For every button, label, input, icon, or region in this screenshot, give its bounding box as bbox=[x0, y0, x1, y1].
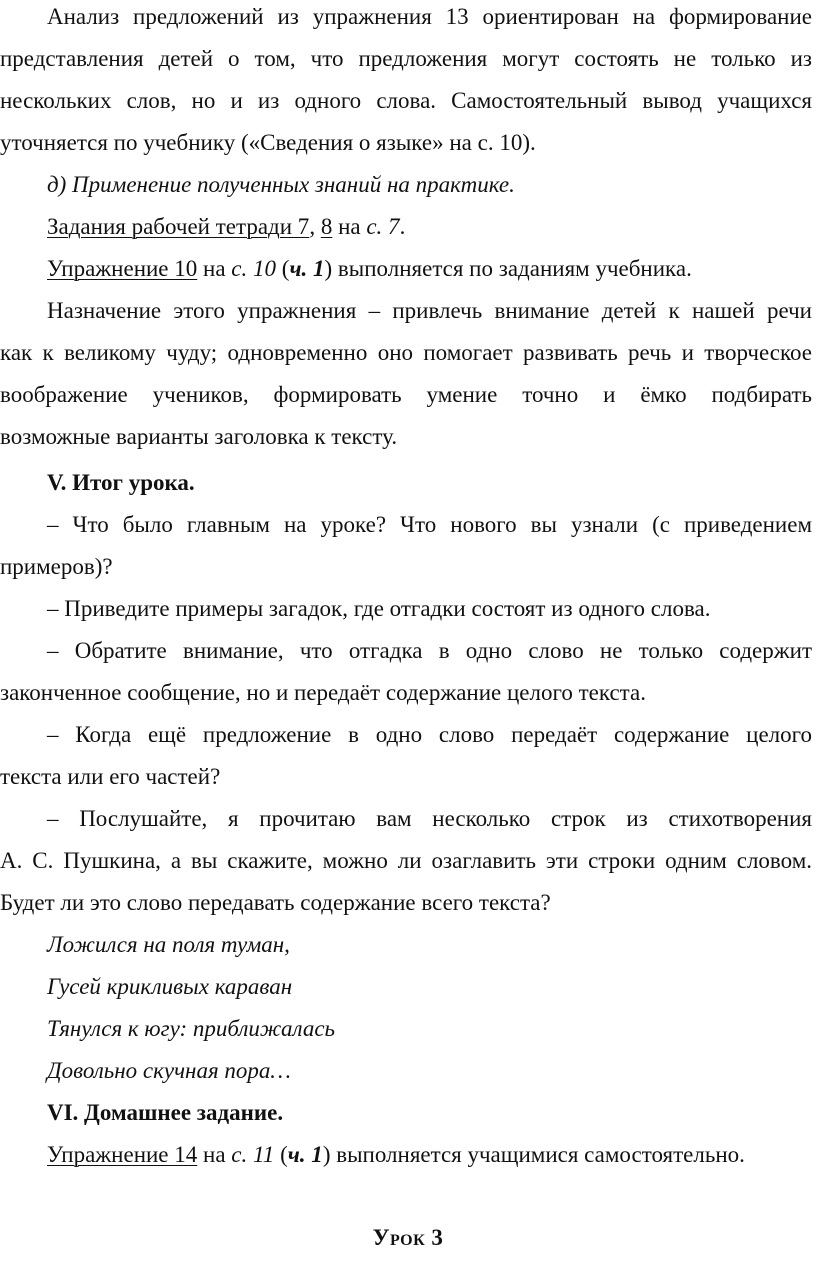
exercise-10-part: ч. 1 bbox=[289, 256, 325, 281]
exercise-10-link[interactable]: Упражнение 10 bbox=[47, 256, 198, 281]
paragraph-2-line-4: возможные варианты заголовка к тексту. bbox=[0, 424, 398, 449]
question-4-line-2: текста или его частей? bbox=[0, 764, 221, 789]
workbook-tasks-line bbox=[47, 206, 812, 248]
exercise-14-rest: ) выполняется учащимися самостоятельно. bbox=[322, 1142, 745, 1167]
paragraph-2-line-2: как к великому чуду; одновременно оно помогает развивать речь и творческое bbox=[0, 340, 812, 365]
question-1-line-1: – Что было главным на уроке? Что нового вы узнали (с приведением bbox=[47, 512, 812, 537]
paragraph-1-line-4: уточняется по учебнику («Сведения о языке» на с. 10). bbox=[0, 130, 536, 155]
paragraph-2-line-1: Назначение этого упражнения – привлечь внимание детей к нашей речи bbox=[47, 298, 812, 323]
lesson-title: Урок 3 bbox=[372, 1225, 444, 1250]
exercise-14-link[interactable]: Упражнение 14 bbox=[47, 1142, 198, 1167]
exercise-14-page: с. 11 bbox=[231, 1142, 275, 1167]
workbook-tasks-link[interactable]: Задания рабочей тетради 7 bbox=[47, 214, 310, 239]
exercise-14-part: ч. 1 bbox=[287, 1142, 323, 1167]
exercise-14-paren: ( bbox=[274, 1142, 288, 1167]
poem-line: Тянулся к югу: приближалась bbox=[47, 1016, 336, 1041]
exercise-10-page: с. 10 bbox=[231, 256, 277, 281]
paragraph-1-line-2: представления детей о том, что предложения могут состоять не только из bbox=[0, 46, 812, 71]
question-4-line-1: – Когда ещё предложение в одно слово передаёт содержание целого bbox=[47, 722, 812, 747]
section-d-heading: д) Применение полученных знаний на практике. bbox=[47, 172, 515, 197]
workbook-on: на bbox=[332, 214, 367, 239]
paragraph-2-line-3: воображение учеников, формировать умение точно и ёмко подбирать bbox=[0, 382, 812, 407]
poem-line: Гусей крикливых караван bbox=[47, 974, 293, 999]
question-3-line-1: – Обратите внимание, что отгадка в одно слово не только содержит bbox=[47, 638, 812, 663]
poem-line: Ложился на поля туман, bbox=[47, 932, 290, 957]
exercise-10-on: на bbox=[197, 256, 232, 281]
workbook-task-8-link[interactable]: 8 bbox=[320, 214, 333, 239]
paragraph-1-line-3: нескольких слов, но и из одного слова. Самостоятельный вывод учащихся bbox=[0, 88, 812, 113]
paragraph-1-line-1: Анализ предложений из упражнения 13 ориентирован на формирование bbox=[47, 4, 812, 29]
exercise-10-line bbox=[47, 248, 812, 290]
question-2: – Приведите примеры загадок, где отгадки состоят из одного слова. bbox=[47, 596, 711, 621]
poem-line: Довольно скучная пора… bbox=[47, 1058, 291, 1083]
question-5-line-3: Будет ли это слово передавать содержание всего текста? bbox=[0, 890, 551, 915]
exercise-14-on: на bbox=[197, 1142, 232, 1167]
question-3-line-2: законченное сообщение, но и передаёт содержание целого текста. bbox=[0, 680, 646, 705]
question-5-line-1: – Послушайте, я прочитаю вам несколько строк из стихотворения bbox=[47, 806, 812, 831]
question-1-line-2: примеров)? bbox=[0, 554, 113, 579]
heading-homework: VI. Домашнее задание. bbox=[47, 1100, 284, 1125]
heading-summary: V. Итог урока. bbox=[47, 470, 195, 495]
workbook-end: . bbox=[399, 214, 406, 239]
exercise-10-rest: ) выполняется по заданиям учебника. bbox=[324, 256, 692, 281]
workbook-separator: , bbox=[309, 214, 321, 239]
exercise-14-line bbox=[47, 1134, 812, 1176]
question-5-line-2: А. С. Пушкина, а вы скажите, можно ли озаглавить эти строки одним словом. bbox=[0, 848, 812, 873]
workbook-page: с. 7 bbox=[366, 214, 400, 239]
exercise-10-paren: ( bbox=[276, 256, 290, 281]
